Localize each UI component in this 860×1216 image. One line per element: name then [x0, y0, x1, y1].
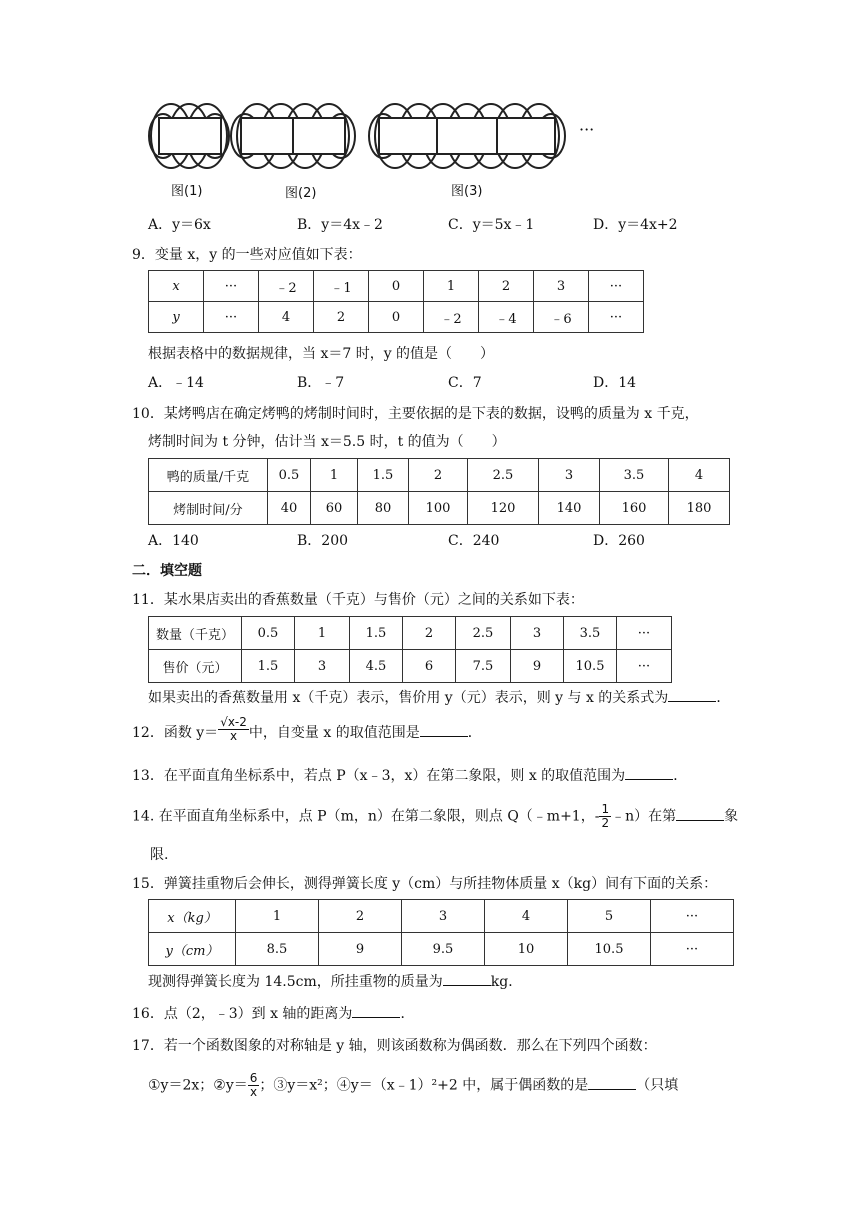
q8-option-b[interactable]: B．y＝4x﹣2	[297, 217, 383, 233]
q17-stem: 17．若一个函数图象的对称轴是 y 轴，则该函数称为偶函数．那么在下列四个函数：	[132, 1038, 657, 1054]
q17-denominator: x	[250, 1085, 258, 1099]
q15-end: kg．	[490, 974, 523, 990]
table-cell: ···	[204, 271, 259, 302]
table-cell: y（cm）	[149, 933, 236, 966]
q16-end: ．	[400, 1006, 415, 1022]
q14-line	[132, 803, 738, 830]
table-cell: 4	[669, 459, 730, 492]
table-cell: 0	[369, 271, 424, 302]
table-cell: 1	[295, 617, 350, 650]
answer-blank[interactable]	[352, 1005, 400, 1018]
q12-numerator: √x-2	[220, 714, 247, 729]
table-cell: 180	[669, 492, 730, 525]
q10-table	[148, 458, 730, 525]
table-cell: 80	[358, 492, 409, 525]
table-cell: 2	[479, 271, 534, 302]
table-cell: x	[149, 271, 204, 302]
q11-table	[148, 616, 672, 683]
table-cell: 3	[295, 650, 350, 683]
table-cell: 0.5	[268, 459, 311, 492]
figure-ellipsis: ···	[579, 120, 595, 139]
q12-line	[132, 714, 482, 743]
table-cell: 售价（元）	[149, 650, 242, 683]
table-cell: 120	[468, 492, 539, 525]
table-cell: 9	[319, 933, 402, 966]
q14-pre: 14. 在平面直角坐标系中，点 P（m，n）在第二象限，则点 Q（﹣m+1，-	[132, 808, 600, 825]
q14-end: 象	[724, 808, 739, 825]
table-cell: 2	[319, 900, 402, 933]
q11-ask-line	[148, 687, 730, 707]
answer-blank[interactable]	[443, 973, 491, 986]
table-cell: 40	[268, 492, 311, 525]
table-cell: 140	[539, 492, 600, 525]
table-cell: ···	[651, 900, 734, 933]
table-cell: 60	[311, 492, 358, 525]
q9-option-a[interactable]: A．﹣14	[148, 375, 204, 391]
table-cell: 数量（千克）	[149, 617, 242, 650]
table-cell: ﹣2	[259, 271, 314, 302]
figure-label-1: 图(1)	[171, 184, 203, 199]
answer-blank[interactable]	[668, 689, 716, 702]
table-cell: 1.5	[350, 617, 403, 650]
table-cell: 1	[424, 271, 479, 302]
q15-table	[148, 899, 734, 966]
table-cell: ﹣6	[534, 302, 589, 333]
q10-option-c[interactable]: C．240	[448, 533, 500, 549]
table-cell: 7.5	[456, 650, 511, 683]
figure-label-3: 图(3)	[451, 184, 483, 199]
table-row	[149, 271, 644, 302]
table-cell: ﹣4	[479, 302, 534, 333]
answer-blank[interactable]	[676, 808, 724, 821]
table-row	[149, 302, 644, 333]
q10-option-a[interactable]: A．140	[148, 533, 199, 549]
table-row	[149, 617, 672, 650]
table-cell: 0	[369, 302, 424, 333]
q11-ask: 如果卖出的香蕉数量用 x（千克）表示，售价用 y（元）表示，则 y 与 x 的关系式为	[148, 690, 669, 706]
table-cell: ﹣2	[424, 302, 479, 333]
table-cell: 2	[314, 302, 369, 333]
q11-stem: 11．某水果店卖出的香蕉数量（千克）与售价（元）之间的关系如下表：	[132, 592, 584, 608]
q17-end: （只填	[636, 1077, 679, 1094]
table-cell: 4	[259, 302, 314, 333]
q13-text: 13．在平面直角坐标系中，若点 P（x﹣3，x）在第二象限，则 x 的取值范围为	[132, 768, 626, 784]
table-cell: ···	[617, 617, 672, 650]
q13-line	[132, 765, 687, 785]
table-cell: 100	[409, 492, 468, 525]
table-cell: x（kg）	[149, 900, 236, 933]
table-cell: 1	[236, 900, 319, 933]
fraction	[599, 803, 611, 830]
fraction	[218, 716, 249, 743]
q9-option-b[interactable]: B．﹣7	[297, 375, 345, 391]
q9-ask: 根据表格中的数据规律，当 x＝7 时，y 的值是（ ）	[148, 346, 495, 362]
table-row	[149, 933, 734, 966]
q10-stem-line1: 10．某烤鸭店在确定烤鸭的烤制时间时，主要依据的是下表的数据，设鸭的质量为 x 千克，	[132, 406, 699, 422]
table-row	[149, 650, 672, 683]
q8-option-a[interactable]: A．y＝6x	[148, 217, 211, 233]
section-heading: 二．填空题	[132, 563, 202, 579]
q10-stem-line2: 烤制时间为 t 分钟，估计当 x＝5.5 时，t 的值为（ ）	[148, 434, 506, 450]
table-cell: 1.5	[242, 650, 295, 683]
table-cell: 1.5	[358, 459, 409, 492]
table-cell: ···	[589, 302, 644, 333]
table-cell: 4	[485, 900, 568, 933]
table-cell: 9	[511, 650, 564, 683]
q8-option-c[interactable]: C．y＝5x﹣1	[448, 217, 535, 233]
q14-numerator: 1	[601, 802, 610, 816]
q14-denominator: 2	[601, 816, 610, 830]
table-cell: ···	[651, 933, 734, 966]
q17-f2: ；③y＝x²；④y＝（x﹣1）²+2 中，属于偶函数的是	[259, 1077, 589, 1094]
q17-numerator: 6	[249, 1071, 258, 1085]
table-cell: 10	[485, 933, 568, 966]
table-cell: 10.5	[568, 933, 651, 966]
table-cell: 2	[403, 617, 456, 650]
q15-ask-line	[148, 971, 522, 991]
q10-option-b[interactable]: B．200	[297, 533, 349, 549]
table-cell: ···	[589, 271, 644, 302]
q9-table	[148, 270, 644, 333]
table-cell: 2	[409, 459, 468, 492]
q16-line	[132, 1003, 414, 1023]
q9-stem: 9．变量 x，y 的一些对应值如下表：	[132, 247, 362, 263]
answer-blank[interactable]	[420, 724, 468, 737]
figure-region	[145, 96, 605, 204]
table-cell: 2.5	[468, 459, 539, 492]
q13-end: ．	[673, 768, 688, 784]
q9-option-c[interactable]: C．7	[448, 375, 482, 391]
q15-ask: 现测得弹簧长度为 14.5cm，所挂重物的质量为	[148, 974, 443, 990]
table-row	[149, 492, 730, 525]
table-cell: 3	[402, 900, 485, 933]
table-cell: 1	[311, 459, 358, 492]
table-cell: 6	[403, 650, 456, 683]
q14-post: ﹣n）在第	[611, 808, 677, 825]
table-row	[149, 459, 730, 492]
table-cell: ···	[204, 302, 259, 333]
table-cell: 2.5	[456, 617, 511, 650]
table-cell: 3	[511, 617, 564, 650]
table-cell: 8.5	[236, 933, 319, 966]
q12-denominator: x	[229, 728, 238, 743]
figure-label-2: 图(2)	[285, 186, 317, 201]
figure-rings-svg	[145, 96, 605, 204]
fraction	[248, 1072, 260, 1099]
q16-text: 16．点（2，﹣3）到 x 轴的距离为	[132, 1006, 353, 1022]
q12-post: 中，自变量 x 的取值范围是	[248, 725, 420, 741]
table-cell: 烤制时间/分	[149, 492, 268, 525]
table-cell: 10.5	[564, 650, 617, 683]
table-cell: 4.5	[350, 650, 403, 683]
q12-end: ．	[467, 725, 482, 741]
q17-f1: ①y＝2x；②y＝	[148, 1077, 248, 1094]
q9-option-d[interactable]: D．14	[593, 375, 637, 391]
table-cell: 3	[534, 271, 589, 302]
q17-functions-line	[148, 1072, 678, 1099]
table-cell: 5	[568, 900, 651, 933]
table-cell: 鸭的质量/千克	[149, 459, 268, 492]
table-cell: 160	[600, 492, 669, 525]
q10-option-d[interactable]: D．260	[593, 533, 645, 549]
q12-pre: 12．函数 y＝	[132, 725, 219, 741]
table-cell: ···	[617, 650, 672, 683]
q11-end: ．	[716, 690, 731, 706]
q15-stem: 15．弹簧挂重物后会伸长，测得弹簧长度 y（cm）与所挂物体质量 x（kg）间有下面的关系：	[132, 876, 718, 892]
table-cell: y	[149, 302, 204, 333]
table-cell: 3.5	[564, 617, 617, 650]
q14-line2: 限.	[150, 847, 169, 863]
table-row	[149, 900, 734, 933]
q8-option-d[interactable]: D．y＝4x+2	[593, 217, 678, 233]
answer-blank[interactable]	[625, 767, 673, 780]
table-cell: 0.5	[242, 617, 295, 650]
answer-blank[interactable]	[588, 1077, 636, 1090]
table-cell: 3.5	[600, 459, 669, 492]
table-cell: ﹣1	[314, 271, 369, 302]
table-cell: 9.5	[402, 933, 485, 966]
table-cell: 3	[539, 459, 600, 492]
